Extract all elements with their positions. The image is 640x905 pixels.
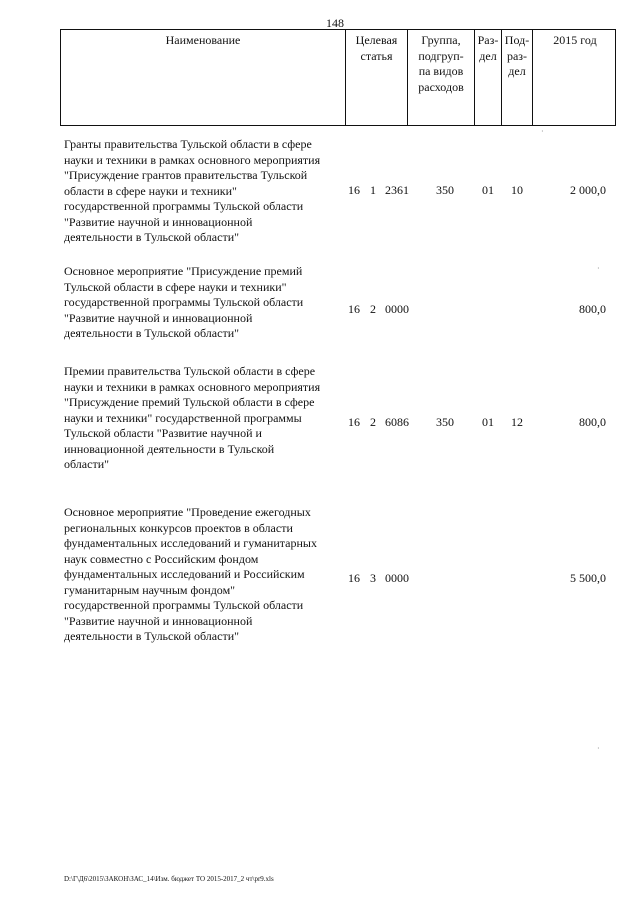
row-3-section: 01 xyxy=(482,415,494,429)
row-3-subsection: 12 xyxy=(511,415,523,429)
row-3-amount: 800,0 xyxy=(579,415,606,429)
scan-speck: · xyxy=(541,127,544,136)
header-year: 2015 год xyxy=(553,33,597,47)
table-header xyxy=(60,29,616,126)
row-3-name: Премии правительства Тульской области в сфере науки и техники в рамках основного мероприятия "Присуждение премий Тульской области в сфере науки и техники" государственной программы Тульской области "Развитие научной и инновационной деятельности в Тульской области" xyxy=(64,364,321,471)
row-2-amount: 800,0 xyxy=(579,302,606,316)
file-path-footer: D:\Г\Д6\2015\ЗАКОН\ЗАС_14\Изм. бюджет ТО 2015-2017_2 чт\pr9.xls xyxy=(64,875,274,883)
row-1-section: 01 xyxy=(482,183,494,197)
row-1-target-program: 16 xyxy=(348,183,360,197)
row-1-amount: 2 000,0 xyxy=(570,183,606,197)
row-3-target-program: 16 xyxy=(348,415,360,429)
row-4-target-code: 0000 xyxy=(385,571,409,585)
header-subsection: Под- раз- дел xyxy=(504,33,530,78)
row-4-target-program: 16 xyxy=(348,571,360,585)
row-4-name: Основное мероприятие "Проведение ежегодных региональных конкурсов проектов в области фундаментальных исследований и гуманитарных наук совместно с Российским фондом фундаментальных исследований и Российским гуманитарным научным фондом" государственной программы Тульской области "Развитие научной и инновационной деятельности в Тульской области" xyxy=(64,505,317,643)
scan-speck: · xyxy=(597,744,600,753)
header-section: Раз- дел xyxy=(477,33,499,63)
header-name: Наименование xyxy=(165,33,241,47)
row-3-group: 350 xyxy=(436,415,454,429)
row-1-target-code: 2361 xyxy=(385,183,409,197)
row-1-subsection: 10 xyxy=(511,183,523,197)
row-2-name: Основное мероприятие "Присуждение премий Тульской области в сфере науки и техники" государственной программы Тульской области "Развитие научной и инновационной деятельности в Тульской области" xyxy=(64,264,304,340)
row-2-target-sub: 2 xyxy=(370,302,376,316)
row-4-target-sub: 3 xyxy=(370,571,376,585)
row-1-name: Гранты правительства Тульской области в сфере науки и техники в рамках основного мероприятия "Присуждение грантов правительства Тульской области в сфере науки и техники" государственной программы Тульской области "Развитие научной и инновационной деятельности в Тульской области" xyxy=(64,137,321,244)
page-number: 148 xyxy=(326,16,344,30)
header-target: Целевая статья xyxy=(355,33,398,63)
scan-speck: · xyxy=(597,264,600,273)
row-3-target-sub: 2 xyxy=(370,415,376,429)
row-1-group: 350 xyxy=(436,183,454,197)
row-2-target-code: 0000 xyxy=(385,302,409,316)
row-2-target-program: 16 xyxy=(348,302,360,316)
row-4-amount: 5 500,0 xyxy=(570,571,606,585)
row-1-target-sub: 1 xyxy=(370,183,376,197)
row-3-target-code: 6086 xyxy=(385,415,409,429)
header-group: Группа, подгруп- па видов расходов xyxy=(418,33,464,94)
